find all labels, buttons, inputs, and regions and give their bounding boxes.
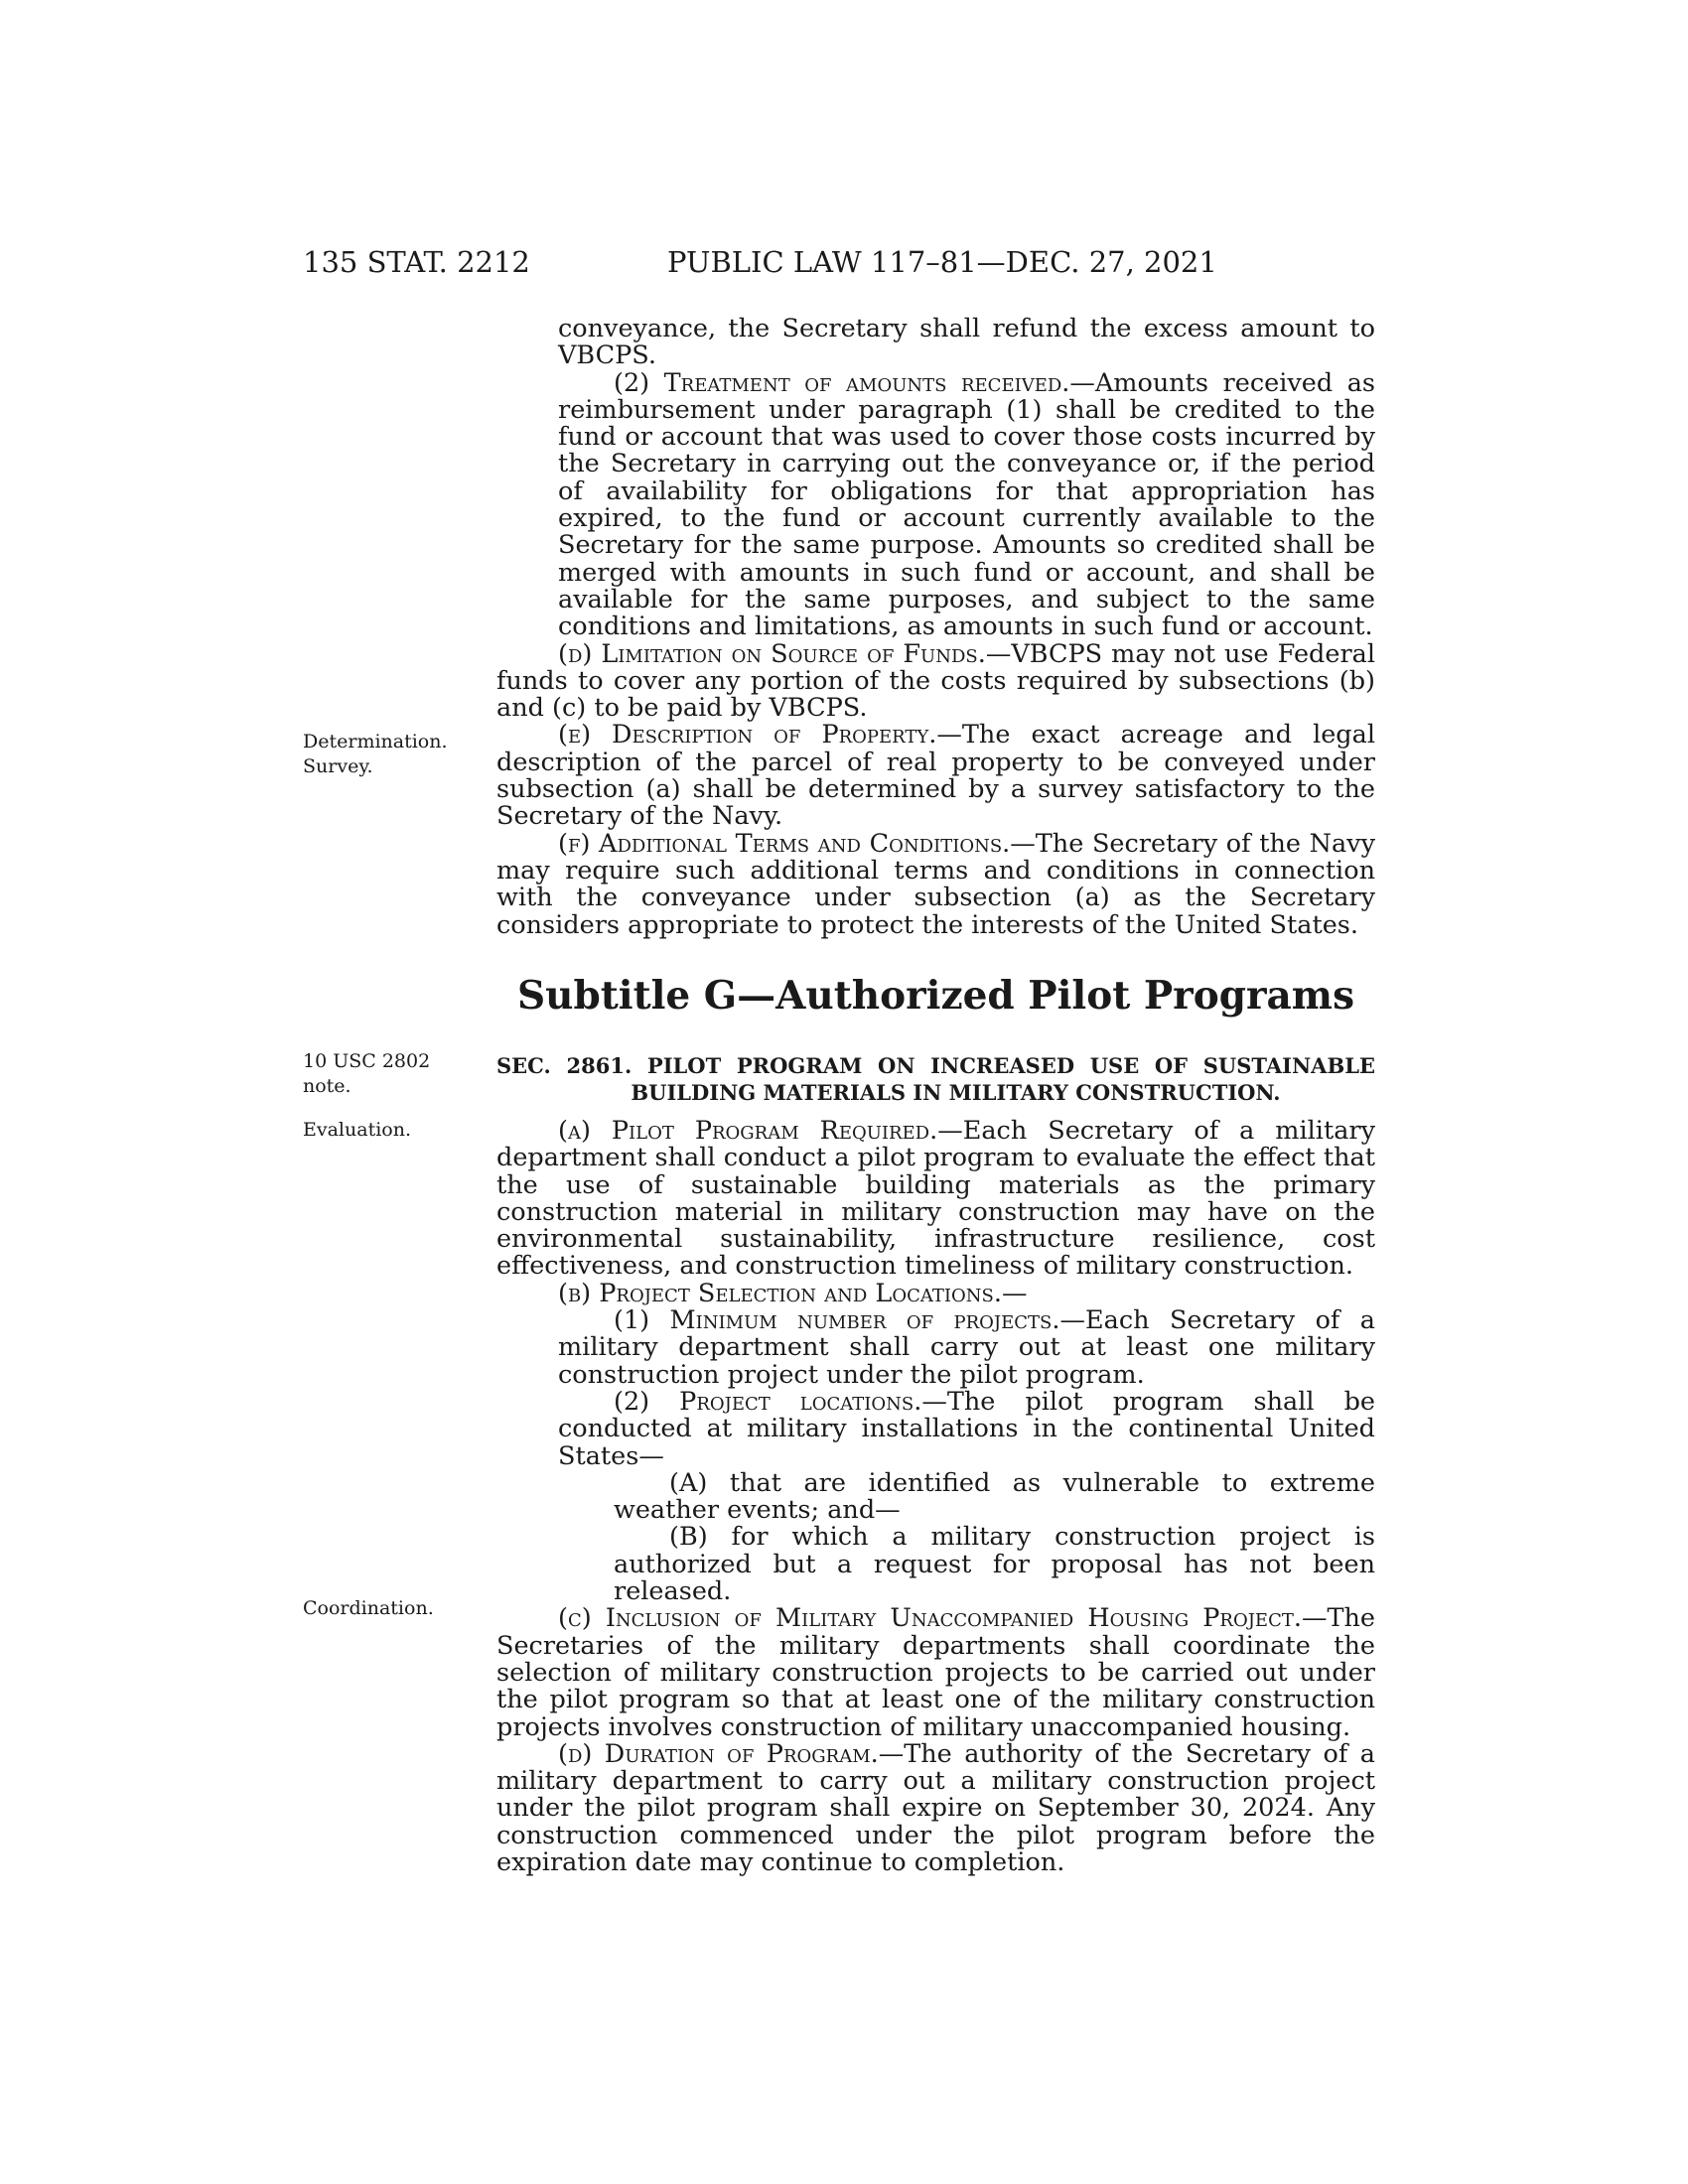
margin-note-determination-text: Determination. [303,731,448,752]
section-text-block [496,1118,1375,1876]
text-duration-of-program: —The authority of the Secretary of a military department to carry out a military construction project under the pilot program shall expire on September 30, 2024. Any construction commenced under the pilot program before the expiration date may continue to completion. [496,1738,1375,1878]
text-unaccompanied-housing: —The Secretaries of the military departments shall coordinate the selection of military construction projects to be carried out under the pilot program so that at least one of the military construction projects involves construction of military unaccompanied housing. [496,1603,1375,1742]
heading-project-selection: (b) Project Selection and Locations. [558,1278,1002,1308]
heading-minimum-number: (1) Minimum number of projects. [614,1305,1060,1336]
text-treatment-of-amounts: —Amounts received as reimbursement under paragraph (1) shall be credited to the fund or account that was used to cover those costs incurred by the Secretary in carrying out the conveyance or, if the period of availability for obligations for that appropriation has expired, to the fund or account currently available to the Secretary for the same purpose. Amounts so credited shall be merged with amounts in such fund or account, and shall be available for the same purposes, and subject to the same conditions and limitations, as amounts in such fund or account. [558,367,1376,642]
paragraph-minimum-number [496,1307,1375,1389]
paragraph-project-selection [496,1278,1375,1308]
subtitle-heading: Subtitle G—Authorized Pilot Programs [516,973,1355,1019]
paragraph-clause-b: (B) for which a military construction project is authorized but a request for proposal has not been released. [614,1522,1375,1607]
heading-additional-terms: (f) Additional Terms and Conditions. [558,828,1011,859]
text-limitation-on-source: —VBCPS may not use Federal funds to cover any portion of the costs required by subsections (b) and (c) to be paid by VBCPS. [496,638,1376,724]
section-heading-line1: SEC. 2861. PILOT PROGRAM ON INCREASED USE OF SUSTAINABLE [496,1053,1375,1078]
heading-limitation-on-source: (d) Limitation on Source of Funds. [558,638,986,669]
top-text-block [496,316,1375,939]
margin-note-survey-text: Survey. [303,755,373,777]
margin-note-usc-line1: 10 USC 2802 [303,1050,431,1072]
margin-note-evaluation: Evaluation. [303,1119,411,1141]
text-project-locations: —The pilot program shall be conducted at military installations in the continental United States— [558,1386,1375,1471]
paragraph-project-locations [496,1386,1375,1471]
text-project-selection: — [1001,1278,1028,1308]
paragraph-treatment-of-amounts [496,367,1376,642]
paragraph-description-of-property [496,722,1375,830]
margin-note-usc [303,1049,452,1099]
paragraph-duration-of-program [496,1738,1375,1878]
text-additional-terms: —The Secretary of the Navy may require such additional terms and conditions in connection with the conveyance under subsection (a) as the Secretary considers appropriate to protect the interests of the United States. [496,828,1375,940]
paragraph-conveyance: conveyance, the Secretary shall refund the excess amount to VBCPS. [558,314,1375,371]
heading-pilot-program-required: (a) Pilot Program Required. [558,1116,938,1146]
heading-treatment-of-amounts: (2) Treatment of amounts received. [614,367,1070,398]
heading-unaccompanied-housing: (c) Inclusion of Military Unaccompanied Housing Project. [558,1603,1302,1634]
text-minimum-number: —Each Secretary of a military department shall carry out at least one military construction project under the pilot program. [558,1305,1375,1390]
paragraph-limitation-on-source [496,638,1376,724]
law-title: PUBLIC LAW 117–81—DEC. 27, 2021 [667,245,1217,279]
section-heading-line2: BUILDING MATERIALS IN MILITARY CONSTRUCTION. [631,1080,1281,1105]
paragraph-clause-a: (A) that are identified as vulnerable to extreme weather events; and— [614,1467,1375,1526]
heading-duration-of-program: (d) Duration of Program. [558,1738,879,1769]
paragraph-pilot-program-required [496,1118,1375,1281]
margin-note-usc-line2: note. [303,1075,352,1097]
section-heading [496,1052,1375,1106]
text-pilot-program-required: —Each Secretary of a military department shall conduct a pilot program to evaluate the effect that the use of sustainable building materials as the primary construction material in military construction may have on the environmental sustainability, infrastructure resilience, cost effectiveness, and construction timeliness of military construction. [496,1116,1375,1282]
paragraph-additional-terms [496,828,1375,940]
heading-project-locations: (2) Project locations. [614,1386,922,1417]
margin-note-coordination: Coordination. [303,1597,434,1619]
stat-citation: 135 STAT. 2212 [303,245,530,279]
heading-description-of-property: (e) Description of Property. [558,720,937,751]
page-header [303,245,1380,285]
text-description-of-property: —The exact acreage and legal description of the parcel of real property to be conveyed under subsection (a) shall be determined by a survey satisfactory to the Secretary of the Navy. [496,720,1375,832]
paragraph-unaccompanied-housing [496,1605,1375,1740]
margin-note-determination [303,730,452,779]
